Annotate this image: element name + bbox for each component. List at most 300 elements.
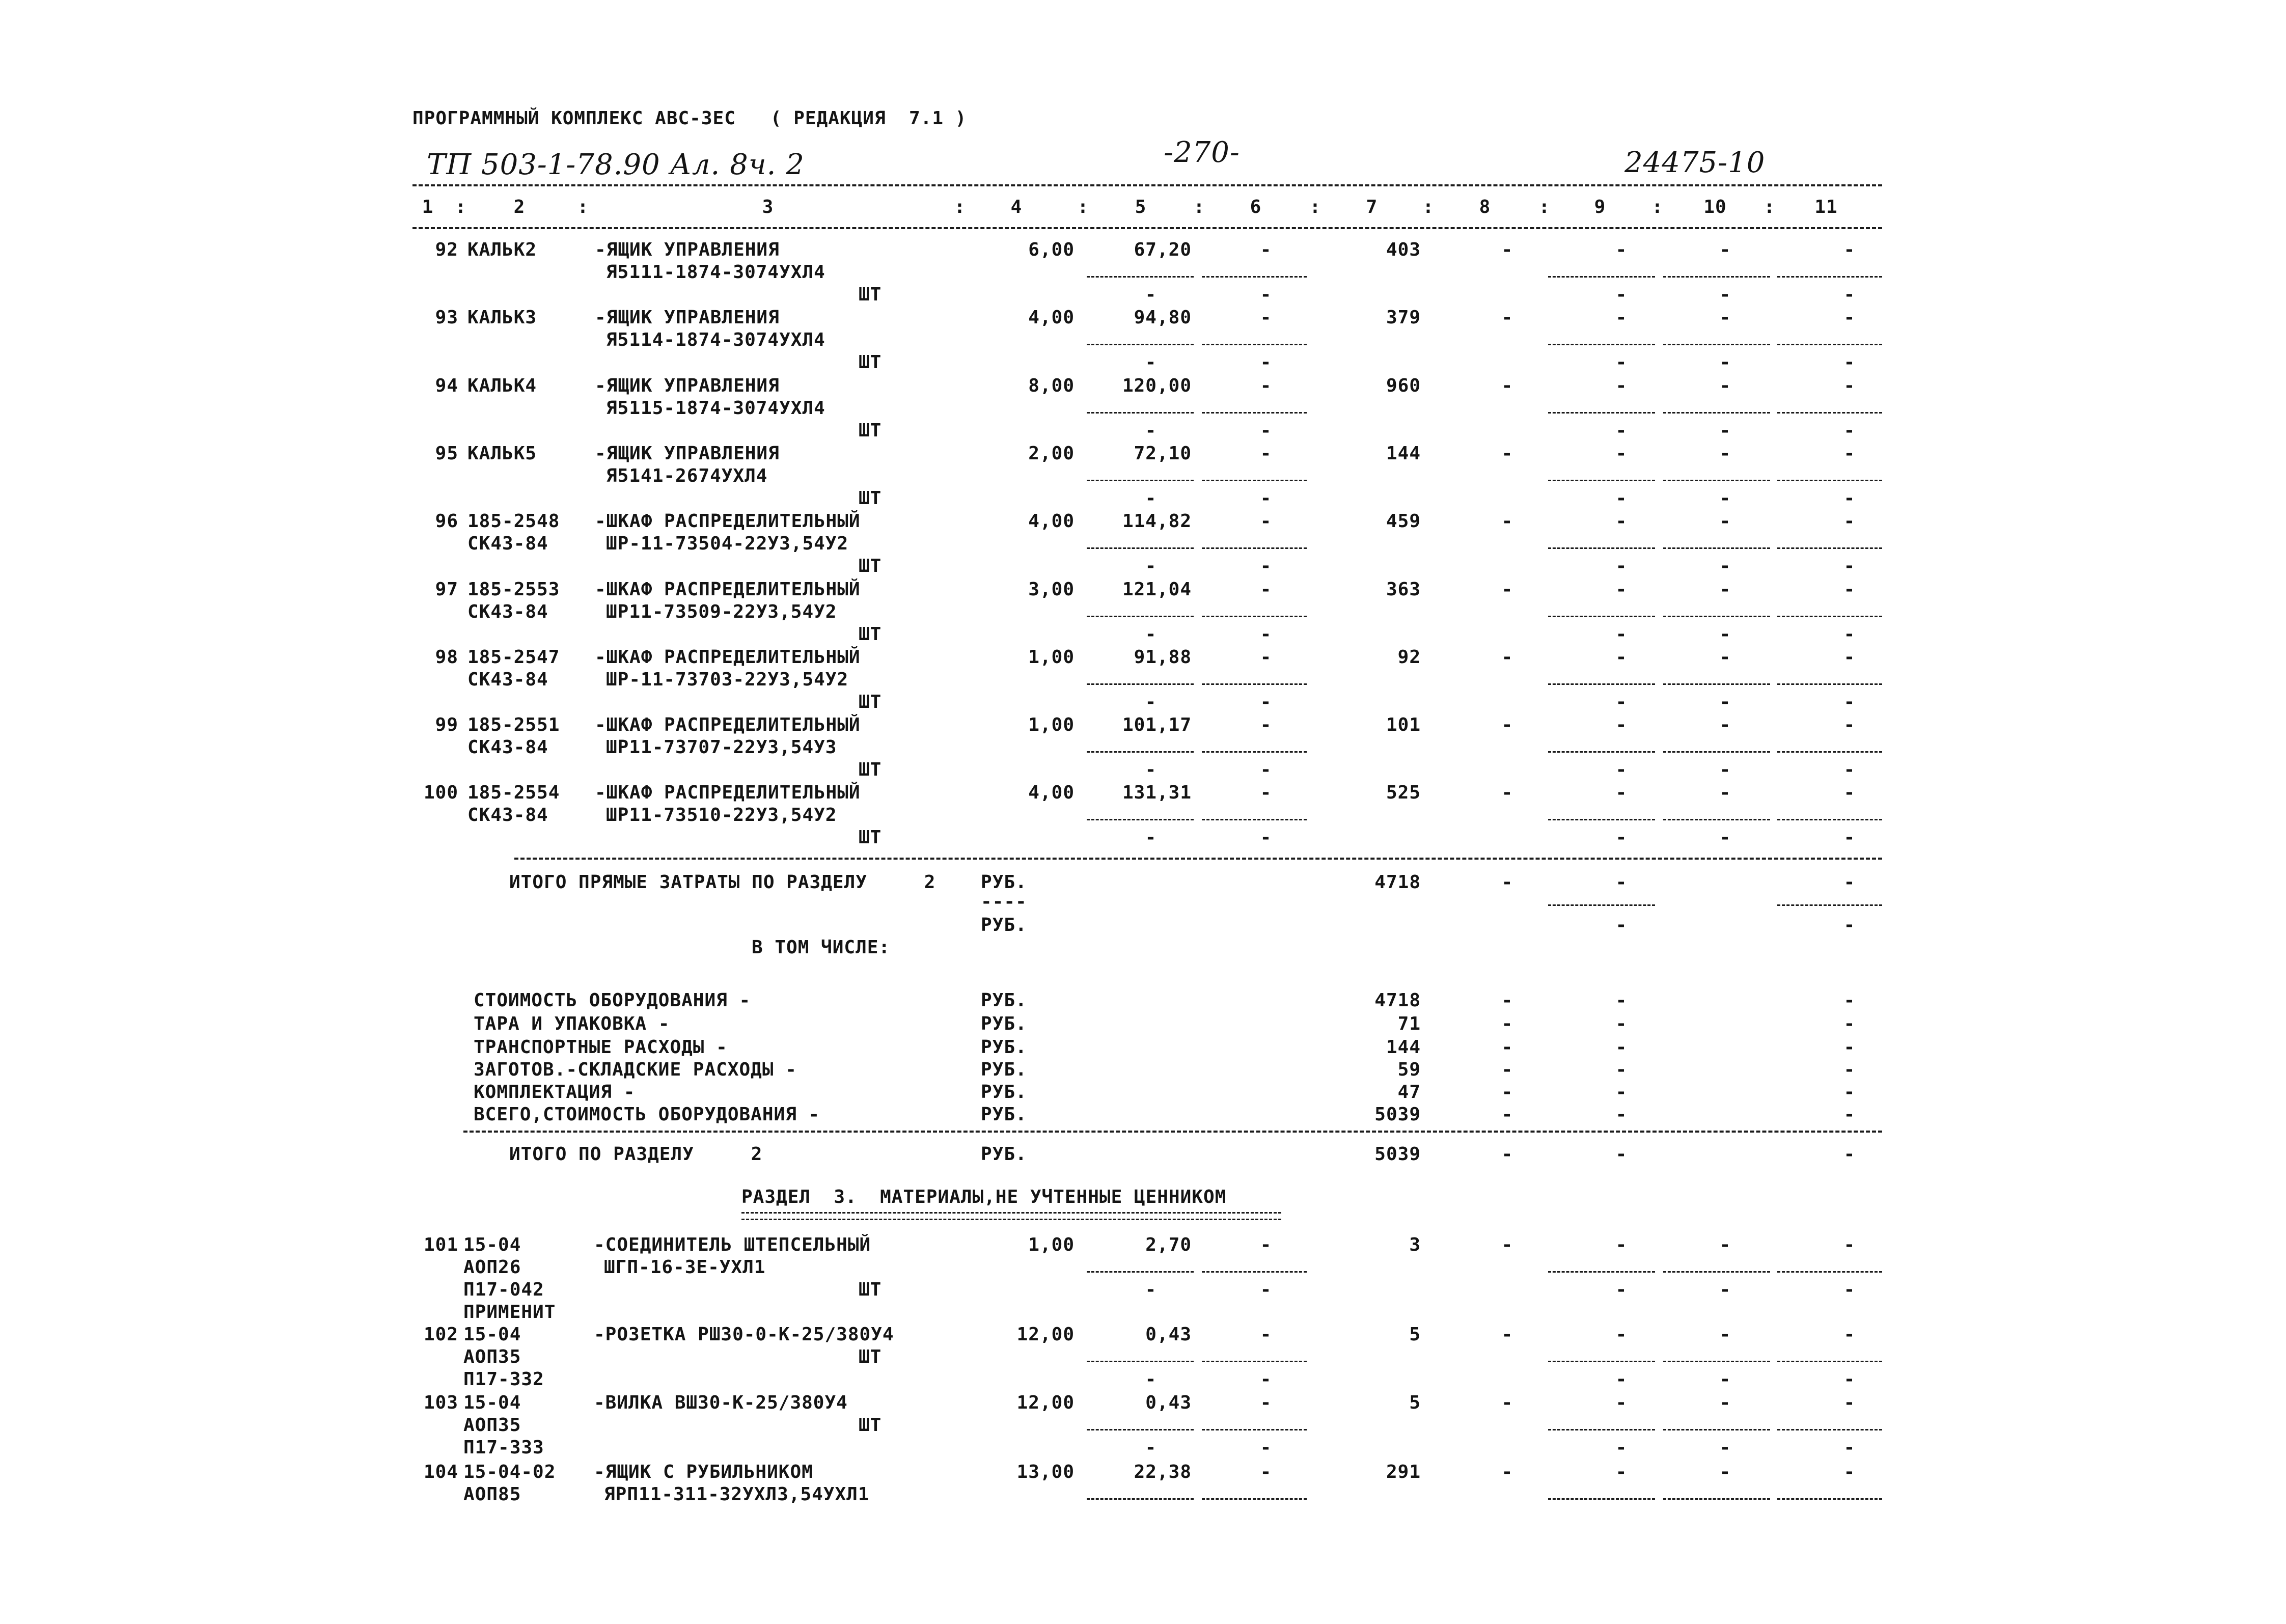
item-rule-col11	[1777, 276, 1882, 278]
item-col11: -	[1843, 1234, 1856, 1255]
subtotal-rule	[514, 858, 1882, 860]
item-total: 363	[1386, 579, 1421, 600]
item-col11: -	[1843, 511, 1856, 532]
item-code: 15-04	[463, 1324, 521, 1345]
item-qty: 1,00	[1028, 646, 1075, 668]
section3-title-underline	[741, 1212, 1281, 1220]
item-col9-sub: -	[1615, 1437, 1628, 1458]
item-rule-col11	[1777, 1361, 1882, 1362]
col-sep: :	[577, 197, 589, 217]
item-col10-sub: -	[1719, 352, 1731, 373]
item-rule-col10	[1663, 276, 1770, 278]
section-total-label: ИТОГО ПО РАЗДЕЛУ	[509, 1144, 694, 1165]
item-rule-col6	[1202, 1271, 1307, 1273]
item-number: 101	[423, 1234, 458, 1255]
item-col6-sub: -	[1260, 284, 1272, 305]
item-code: 185-2554	[467, 782, 560, 804]
item-rule-col6	[1202, 1361, 1307, 1362]
item-name: -ШКАФ РАСПРЕДЕЛИТЕЛЬНЫЙ	[595, 782, 861, 804]
item-name-line2: Я5141-2674УХЛ4	[606, 465, 768, 486]
item-col11-sub: -	[1843, 623, 1856, 645]
item-rule-col9	[1548, 683, 1655, 685]
item-col6: -	[1260, 1462, 1272, 1482]
item-col9: -	[1615, 1462, 1628, 1482]
item-rule-col9	[1548, 547, 1655, 549]
item-rule-col11	[1777, 819, 1882, 820]
item-code: 15-04	[463, 1234, 521, 1255]
item-col8: -	[1501, 443, 1513, 464]
item-col9-sub: -	[1615, 556, 1628, 577]
item-col5-sub: -	[1145, 1369, 1157, 1390]
project-code: ТП 503-1-78.90 Ал. 8ч. 2	[427, 148, 805, 181]
breakdown-col9: -	[1615, 1037, 1628, 1058]
item-col9-sub: -	[1615, 420, 1628, 441]
item-col11-sub: -	[1843, 1369, 1856, 1390]
item-name: -СОЕДИНИТЕЛЬ ШТЕПСЕЛЬНЫЙ	[594, 1234, 871, 1255]
item-rule-col10	[1663, 547, 1770, 549]
item-total: 291	[1386, 1462, 1421, 1482]
col-sep: :	[1422, 197, 1435, 217]
item-col6: -	[1260, 443, 1272, 464]
item-unit: ШТ	[859, 420, 882, 441]
item-rule-col9	[1548, 480, 1655, 481]
breakdown-col11: -	[1843, 1104, 1856, 1125]
item-col11-sub: -	[1843, 691, 1856, 712]
item-qty: 1,00	[1028, 1234, 1075, 1255]
item-col11: -	[1843, 714, 1856, 736]
item-number: 99	[435, 714, 458, 736]
item-number: 98	[435, 646, 458, 668]
breakdown-label: ТАРА И УПАКОВКА -	[474, 1013, 670, 1034]
subtotal-col11-rule	[1777, 904, 1882, 906]
item-rule-col5	[1087, 480, 1194, 481]
item-name: -ЯЩИК УПРАВЛЕНИЯ	[595, 307, 780, 328]
item-rule-col6	[1202, 683, 1307, 685]
item-col10: -	[1719, 1462, 1731, 1482]
item-code: КАЛЬК4	[467, 375, 537, 396]
item-col11-sub: -	[1843, 1437, 1856, 1458]
item-code: КАЛЬК5	[467, 443, 537, 464]
header-rule-bottom	[412, 227, 1882, 229]
section-total-col11: -	[1843, 1144, 1856, 1165]
breakdown-currency: РУБ.	[981, 1082, 1027, 1103]
item-col8: -	[1501, 1324, 1513, 1345]
item-name-line2: ШР11-73510-22У3,54У2	[606, 805, 837, 826]
item-col8: -	[1501, 239, 1513, 260]
item-col8: -	[1501, 375, 1513, 396]
header-rule-top	[412, 184, 1882, 186]
subtotal-col9-rule	[1548, 904, 1655, 906]
item-col10: -	[1719, 579, 1731, 600]
item-col10-sub: -	[1719, 420, 1731, 441]
breakdown-col8: -	[1501, 1082, 1513, 1103]
item-name: -ЯЩИК С РУБИЛЬНИКОМ	[594, 1462, 813, 1482]
item-unit: ШТ	[859, 691, 882, 712]
col-header-9: 9	[1594, 197, 1606, 217]
item-code: 15-04-02	[463, 1462, 556, 1482]
item-col10: -	[1719, 1234, 1731, 1255]
item-rule-col5	[1087, 1429, 1194, 1430]
subtotal2-col9: -	[1615, 915, 1628, 935]
item-col8: -	[1501, 1234, 1513, 1255]
item-col6-sub: -	[1260, 1279, 1272, 1300]
breakdown-col8: -	[1501, 1059, 1513, 1080]
item-col9-sub: -	[1615, 352, 1628, 373]
item-col9: -	[1615, 375, 1628, 396]
item-name-line2: Я5115-1874-3074УХЛ4	[606, 397, 825, 419]
item-total: 144	[1386, 443, 1421, 464]
item-col8: -	[1501, 307, 1513, 328]
item-rule-col9	[1548, 819, 1655, 820]
item-rule-col10	[1663, 683, 1770, 685]
item-col9-sub: -	[1615, 487, 1628, 509]
item-col11: -	[1843, 646, 1856, 668]
item-col6-sub: -	[1260, 759, 1272, 781]
col-sep: :	[1651, 197, 1664, 217]
item-col10: -	[1719, 307, 1731, 328]
item-name-line2: ШР11-73707-22У3,54У3	[606, 737, 837, 758]
item-code: П17-332	[463, 1369, 544, 1390]
item-col9: -	[1615, 782, 1628, 804]
item-rule-col9	[1548, 1271, 1655, 1273]
subtotal-section: 2	[924, 872, 936, 893]
item-price: 121,04	[1122, 579, 1192, 600]
item-rule-col6	[1202, 1429, 1307, 1430]
col-sep: :	[455, 197, 467, 217]
breakdown-currency: РУБ.	[981, 1013, 1027, 1034]
item-rule-col6	[1202, 480, 1307, 481]
item-col9-sub: -	[1615, 623, 1628, 645]
item-col10: -	[1719, 1324, 1731, 1345]
item-name: -ШКАФ РАСПРЕДЕЛИТЕЛЬНЫЙ	[595, 646, 861, 668]
item-rule-col9	[1548, 751, 1655, 753]
item-col11: -	[1843, 1324, 1856, 1345]
col-sep: :	[1764, 197, 1776, 217]
item-col10: -	[1719, 782, 1731, 804]
item-rule-col9	[1548, 616, 1655, 617]
item-col10: -	[1719, 239, 1731, 260]
subtotal-label: ИТОГО ПРЯМЫЕ ЗАТРАТЫ ПО РАЗДЕЛУ	[509, 872, 867, 893]
item-code: АОП35	[463, 1346, 521, 1367]
item-col9-sub: -	[1615, 759, 1628, 781]
item-col11-sub: -	[1843, 1279, 1856, 1300]
breakdown-currency: РУБ.	[981, 1059, 1027, 1080]
item-col11: -	[1843, 443, 1856, 464]
section-total-section: 2	[751, 1144, 763, 1165]
breakdown-value: 59	[1397, 1059, 1421, 1080]
item-number: 94	[435, 375, 458, 396]
item-qty: 4,00	[1028, 782, 1075, 804]
item-qty: 12,00	[1016, 1324, 1075, 1345]
item-qty: 2,00	[1028, 443, 1075, 464]
item-col8: -	[1501, 782, 1513, 804]
item-rule-col5	[1087, 344, 1194, 345]
item-number: 93	[435, 307, 458, 328]
item-name: -ШКАФ РАСПРЕДЕЛИТЕЛЬНЫЙ	[595, 579, 861, 600]
breakdown-col9: -	[1615, 1104, 1628, 1125]
breakdown-currency: РУБ.	[981, 1104, 1027, 1125]
item-rule-col9	[1548, 344, 1655, 345]
col-sep: :	[1538, 197, 1551, 217]
breakdown-col9: -	[1615, 1059, 1628, 1080]
item-col8: -	[1501, 511, 1513, 532]
item-rule-col11	[1777, 344, 1882, 345]
item-col5-sub: -	[1145, 420, 1157, 441]
breakdown-label: ВСЕГО,СТОИМОСТЬ ОБОРУДОВАНИЯ -	[474, 1104, 820, 1125]
item-col11: -	[1843, 579, 1856, 600]
item-col5-sub: -	[1145, 284, 1157, 305]
item-rule-col6	[1202, 344, 1307, 345]
item-col9: -	[1615, 239, 1628, 260]
item-col6-sub: -	[1260, 691, 1272, 712]
item-col6: -	[1260, 714, 1272, 736]
item-rule-col9	[1548, 276, 1655, 278]
breakdown-col11: -	[1843, 990, 1856, 1011]
item-col9: -	[1615, 511, 1628, 532]
item-col6-sub: -	[1260, 352, 1272, 373]
item-number: 103	[423, 1392, 458, 1413]
item-rule-col10	[1663, 480, 1770, 481]
item-rule-col10	[1663, 1429, 1770, 1430]
item-col9: -	[1615, 646, 1628, 668]
item-code-line2: СК43-84	[467, 669, 548, 690]
item-total: 5	[1409, 1324, 1421, 1345]
item-rule-col6	[1202, 819, 1307, 820]
item-col11-sub: -	[1843, 556, 1856, 577]
item-total: 960	[1386, 375, 1421, 396]
subtotal-col8: -	[1501, 872, 1513, 893]
col-sep: :	[1309, 197, 1321, 217]
item-total: 525	[1386, 782, 1421, 804]
item-col9: -	[1615, 1392, 1628, 1413]
item-rule-col11	[1777, 412, 1882, 414]
item-rule-col11	[1777, 1498, 1882, 1500]
section3-title: РАЗДЕЛ 3. МАТЕРИАЛЫ,НЕ УЧТЕННЫЕ ЦЕННИКОМ	[741, 1187, 1227, 1207]
item-col9: -	[1615, 714, 1628, 736]
item-col6: -	[1260, 511, 1272, 532]
item-col11-sub: -	[1843, 352, 1856, 373]
doc-number: 24475-10	[1624, 146, 1766, 179]
item-col5-sub: -	[1145, 759, 1157, 781]
item-col6: -	[1260, 239, 1272, 260]
subtotal2-col11: -	[1843, 915, 1856, 935]
item-number: 97	[435, 579, 458, 600]
breakdown-label: ЗАГОТОВ.-СКЛАДСКИЕ РАСХОДЫ -	[474, 1059, 797, 1080]
col-header-2: 2	[513, 197, 526, 217]
item-col5-sub: -	[1145, 352, 1157, 373]
item-price: 22,38	[1134, 1462, 1192, 1482]
item-rule-col9	[1548, 1361, 1655, 1362]
col-header-4: 4	[1010, 197, 1023, 217]
item-col5-sub: -	[1145, 1437, 1157, 1458]
item-rule-col9	[1548, 1429, 1655, 1430]
item-col6-sub: -	[1260, 487, 1272, 509]
item-name: -ЯЩИК УПРАВЛЕНИЯ	[595, 375, 780, 396]
item-rule-col5	[1087, 751, 1194, 753]
item-number: 104	[423, 1462, 458, 1482]
item-name-line2: ШР-11-73703-22У3,54У2	[606, 669, 849, 690]
item-code: 15-04	[463, 1392, 521, 1413]
item-rule-col10	[1663, 412, 1770, 414]
subtotal-currency: РУБ.	[981, 872, 1027, 893]
item-col6-sub: -	[1260, 556, 1272, 577]
item-rule-col10	[1663, 616, 1770, 617]
item-unit: ШТ	[859, 284, 882, 305]
item-rule-col10	[1663, 819, 1770, 820]
item-total: 379	[1386, 307, 1421, 328]
subtotal-currency2: РУБ.	[981, 915, 1027, 935]
item-col10: -	[1719, 646, 1731, 668]
item-col9-sub: -	[1615, 691, 1628, 712]
item-name-line2: ШР11-73509-22У3,54У2	[606, 601, 837, 622]
breakdown-value: 4718	[1374, 990, 1421, 1011]
col-sep: :	[954, 197, 966, 217]
item-col9-sub: -	[1615, 827, 1628, 848]
item-col9-sub: -	[1615, 1279, 1628, 1300]
item-total: 3	[1409, 1234, 1421, 1255]
item-qty: 12,00	[1016, 1392, 1075, 1413]
item-col6: -	[1260, 579, 1272, 600]
item-total: 101	[1386, 714, 1421, 736]
item-code: П17-333	[463, 1437, 544, 1458]
item-col10-sub: -	[1719, 623, 1731, 645]
col-header-1: 1	[422, 197, 434, 217]
item-rule-col5	[1087, 1271, 1194, 1273]
item-code: 185-2551	[467, 714, 560, 736]
item-rule-col5	[1087, 819, 1194, 820]
item-number: 95	[435, 443, 458, 464]
item-col8: -	[1501, 1462, 1513, 1482]
item-rule-col11	[1777, 616, 1882, 617]
item-col8: -	[1501, 714, 1513, 736]
item-price: 101,17	[1122, 714, 1192, 736]
item-col8: -	[1501, 1392, 1513, 1413]
item-code: КАЛЬК2	[467, 239, 537, 260]
item-rule-col6	[1202, 616, 1307, 617]
item-col5-sub: -	[1145, 556, 1157, 577]
col-header-3: 3	[762, 197, 774, 217]
item-price: 72,10	[1134, 443, 1192, 464]
item-unit: ШТ	[859, 1279, 882, 1300]
item-col10: -	[1719, 1392, 1731, 1413]
item-unit: ШТ	[859, 556, 882, 577]
item-price: 114,82	[1122, 511, 1192, 532]
item-code: АОП26	[463, 1257, 521, 1278]
section-total-currency: РУБ.	[981, 1144, 1027, 1165]
item-unit: ШТ	[859, 623, 882, 645]
item-code-line2: СК43-84	[467, 737, 548, 758]
item-price: 67,20	[1134, 239, 1192, 260]
item-price: 2,70	[1145, 1234, 1192, 1255]
section-total-value: 5039	[1374, 1144, 1421, 1165]
item-col11: -	[1843, 1462, 1856, 1482]
item-price: 120,00	[1122, 375, 1192, 396]
col-header-10: 10	[1703, 197, 1727, 217]
item-qty: 4,00	[1028, 511, 1075, 532]
item-code: АОП35	[463, 1415, 521, 1436]
item-col10-sub: -	[1719, 1437, 1731, 1458]
item-col11-sub: -	[1843, 284, 1856, 305]
breakdown-col9: -	[1615, 990, 1628, 1011]
subtotal-currency-sep: ----	[981, 891, 1027, 912]
item-col6: -	[1260, 1234, 1272, 1255]
item-col6: -	[1260, 375, 1272, 396]
item-total: 403	[1386, 239, 1421, 260]
item-col10: -	[1719, 511, 1731, 532]
item-col11: -	[1843, 782, 1856, 804]
breakdown-col8: -	[1501, 1037, 1513, 1058]
item-col6: -	[1260, 782, 1272, 804]
item-name: -ШКАФ РАСПРЕДЕЛИТЕЛЬНЫЙ	[595, 714, 861, 736]
item-col6-sub: -	[1260, 623, 1272, 645]
item-col10: -	[1719, 375, 1731, 396]
item-col10-sub: -	[1719, 487, 1731, 509]
item-code: П17-042	[463, 1279, 544, 1300]
item-col9: -	[1615, 307, 1628, 328]
item-price: 94,80	[1134, 307, 1192, 328]
item-rule-col11	[1777, 751, 1882, 753]
item-col11: -	[1843, 307, 1856, 328]
breakdown-col8: -	[1501, 1104, 1513, 1125]
item-rule-col5	[1087, 1498, 1194, 1500]
item-qty: 1,00	[1028, 714, 1075, 736]
col-header-5: 5	[1135, 197, 1147, 217]
item-rule-col5	[1087, 683, 1194, 685]
item-col5-sub: -	[1145, 487, 1157, 509]
item-code: 185-2553	[467, 579, 560, 600]
item-qty: 6,00	[1028, 239, 1075, 260]
item-number: 92	[435, 239, 458, 260]
item-rule-col10	[1663, 751, 1770, 753]
breakdown-col8: -	[1501, 990, 1513, 1011]
item-rule-col10	[1663, 1361, 1770, 1362]
item-col11: -	[1843, 1392, 1856, 1413]
item-name-line2: ШР-11-73504-22У3,54У2	[606, 533, 849, 555]
subtotal-value: 4718	[1374, 872, 1421, 893]
item-name: -ЯЩИК УПРАВЛЕНИЯ	[595, 239, 780, 260]
item-name: -ШКАФ РАСПРЕДЕЛИТЕЛЬНЫЙ	[595, 511, 861, 532]
item-col11: -	[1843, 239, 1856, 260]
item-col6-sub: -	[1260, 1437, 1272, 1458]
item-code: АОП85	[463, 1484, 521, 1505]
col-header-11: 11	[1814, 197, 1838, 217]
item-rule-col5	[1087, 547, 1194, 549]
item-rule-col6	[1202, 751, 1307, 753]
item-rule-col6	[1202, 412, 1307, 414]
item-total: 459	[1386, 511, 1421, 532]
item-col10-sub: -	[1719, 556, 1731, 577]
item-price: 91,88	[1134, 646, 1192, 668]
item-qty: 13,00	[1016, 1462, 1075, 1482]
breakdown-col11: -	[1843, 1037, 1856, 1058]
section-total-col8: -	[1501, 1144, 1513, 1165]
item-rule-col11	[1777, 683, 1882, 685]
item-qty: 8,00	[1028, 375, 1075, 396]
item-rule-col6	[1202, 276, 1307, 278]
item-number: 96	[435, 511, 458, 532]
item-rule-col10	[1663, 1498, 1770, 1500]
breakdown-col11: -	[1843, 1082, 1856, 1103]
item-code-line2: СК43-84	[467, 601, 548, 622]
item-unit: ШТ	[859, 1415, 882, 1436]
subtotal-col11: -	[1843, 872, 1856, 893]
item-col10: -	[1719, 443, 1731, 464]
item-name-line2: Я5114-1874-3074УХЛ4	[606, 329, 825, 351]
page-number: -270-	[1164, 136, 1240, 169]
breakdown-value: 47	[1397, 1082, 1421, 1103]
item-col5-sub: -	[1145, 691, 1157, 712]
item-code: КАЛЬК3	[467, 307, 537, 328]
